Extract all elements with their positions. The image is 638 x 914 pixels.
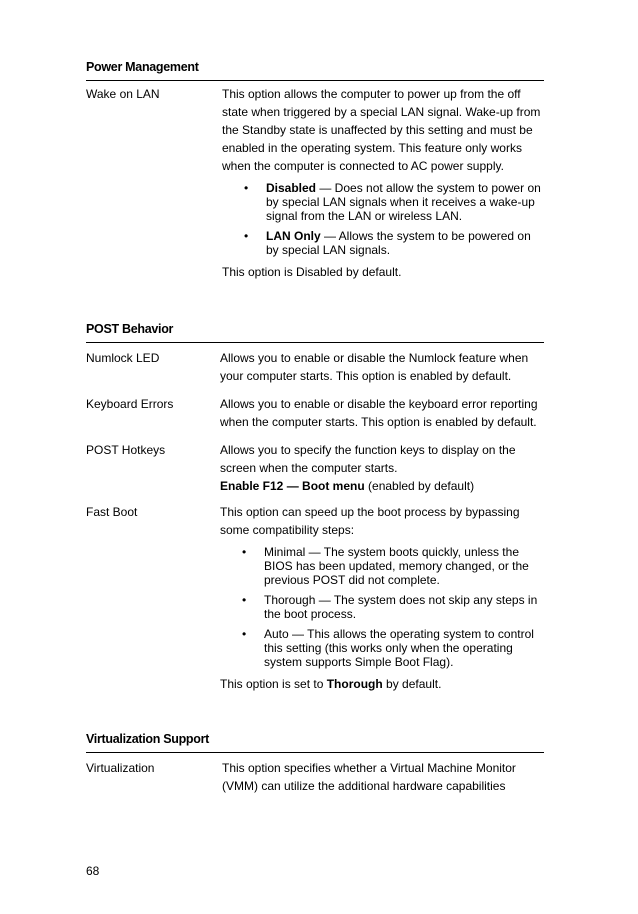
setting-term: Virtualization xyxy=(86,761,155,775)
option-list xyxy=(222,181,544,257)
list-item: • Minimal — The system boots quickly, unless the BIOS has been updated, memory changed, or the previous POST did not complete. xyxy=(264,545,544,587)
option-text: — Allows the system to be powered on by special LAN signals. xyxy=(266,229,531,257)
section-heading: Power Management xyxy=(86,58,544,81)
list-item: • Auto — This allows the operating system to control this setting (this works only when the operating system supports Simple Boot Flag). xyxy=(264,627,544,669)
setting-description xyxy=(222,85,544,281)
setting-term: Numlock LED xyxy=(86,351,160,365)
hotkey-setting xyxy=(220,477,544,495)
section-post-behavior xyxy=(86,320,544,693)
section-power-management xyxy=(86,58,544,281)
setting-row-keyboard-errors xyxy=(86,395,544,431)
default-note xyxy=(220,675,544,693)
default-note: This option is Disabled by default. xyxy=(222,265,402,279)
setting-row-virtualization xyxy=(86,759,544,795)
section-heading: POST Behavior xyxy=(86,320,544,343)
option-list xyxy=(220,545,544,669)
option-name: Disabled xyxy=(266,181,317,195)
setting-term: Fast Boot xyxy=(86,505,138,519)
setting-row-post-hotkeys xyxy=(86,441,544,495)
page-number: 68 xyxy=(86,864,100,878)
setting-description xyxy=(220,503,544,693)
setting-row-wake-on-lan xyxy=(86,85,544,281)
setting-description xyxy=(220,441,544,495)
description-text: This option allows the computer to power up from the off state when triggered by a special LAN signal. Wake-up from the Standby state is unaffected by this setting and must be enabled in the operating system. This feature only works when the computer is connected to AC power supply. xyxy=(222,87,541,173)
setting-term: Keyboard Errors xyxy=(86,397,174,411)
description-text: This option can speed up the boot process by bypassing some compatibility steps: xyxy=(220,505,520,537)
setting-description xyxy=(220,349,544,385)
list-item xyxy=(266,181,544,223)
setting-description xyxy=(220,395,544,431)
default-value: Thorough xyxy=(326,677,383,691)
list-item: • Thorough — The system does not skip any steps in the boot process. xyxy=(264,593,544,621)
description-text: This option specifies whether a Virtual Machine Monitor (VMM) can utilize the additional hardware capabilities xyxy=(222,761,516,793)
hotkey-setting-name: Enable F12 — Boot menu xyxy=(220,479,365,493)
setting-term: Wake on LAN xyxy=(86,87,160,101)
setting-description xyxy=(222,759,544,795)
description-text: Allows you to specify the function keys to display on the screen when the computer starts. xyxy=(220,443,516,475)
list-item xyxy=(266,229,544,257)
setting-row-fast-boot xyxy=(86,503,544,693)
setting-term: POST Hotkeys xyxy=(86,443,166,457)
default-prefix: This option is set to xyxy=(220,677,327,691)
option-text: — Does not allow the system to power on by special LAN signals when it receives a wake-up signal from the LAN or wireless LAN. xyxy=(266,181,541,223)
description-text: Allows you to enable or disable the keyboard error reporting when the computer starts. This option is enabled by default. xyxy=(220,397,538,429)
default-suffix: by default. xyxy=(382,677,442,691)
section-heading: Virtualization Support xyxy=(86,730,544,753)
setting-row-numlock xyxy=(86,349,544,385)
description-text: Allows you to enable or disable the Numlock feature when your computer starts. This option is enabled by default. xyxy=(220,351,529,383)
section-virtualization-support xyxy=(86,730,544,795)
option-name: LAN Only xyxy=(266,229,321,243)
hotkey-setting-suffix: (enabled by default) xyxy=(364,479,475,493)
